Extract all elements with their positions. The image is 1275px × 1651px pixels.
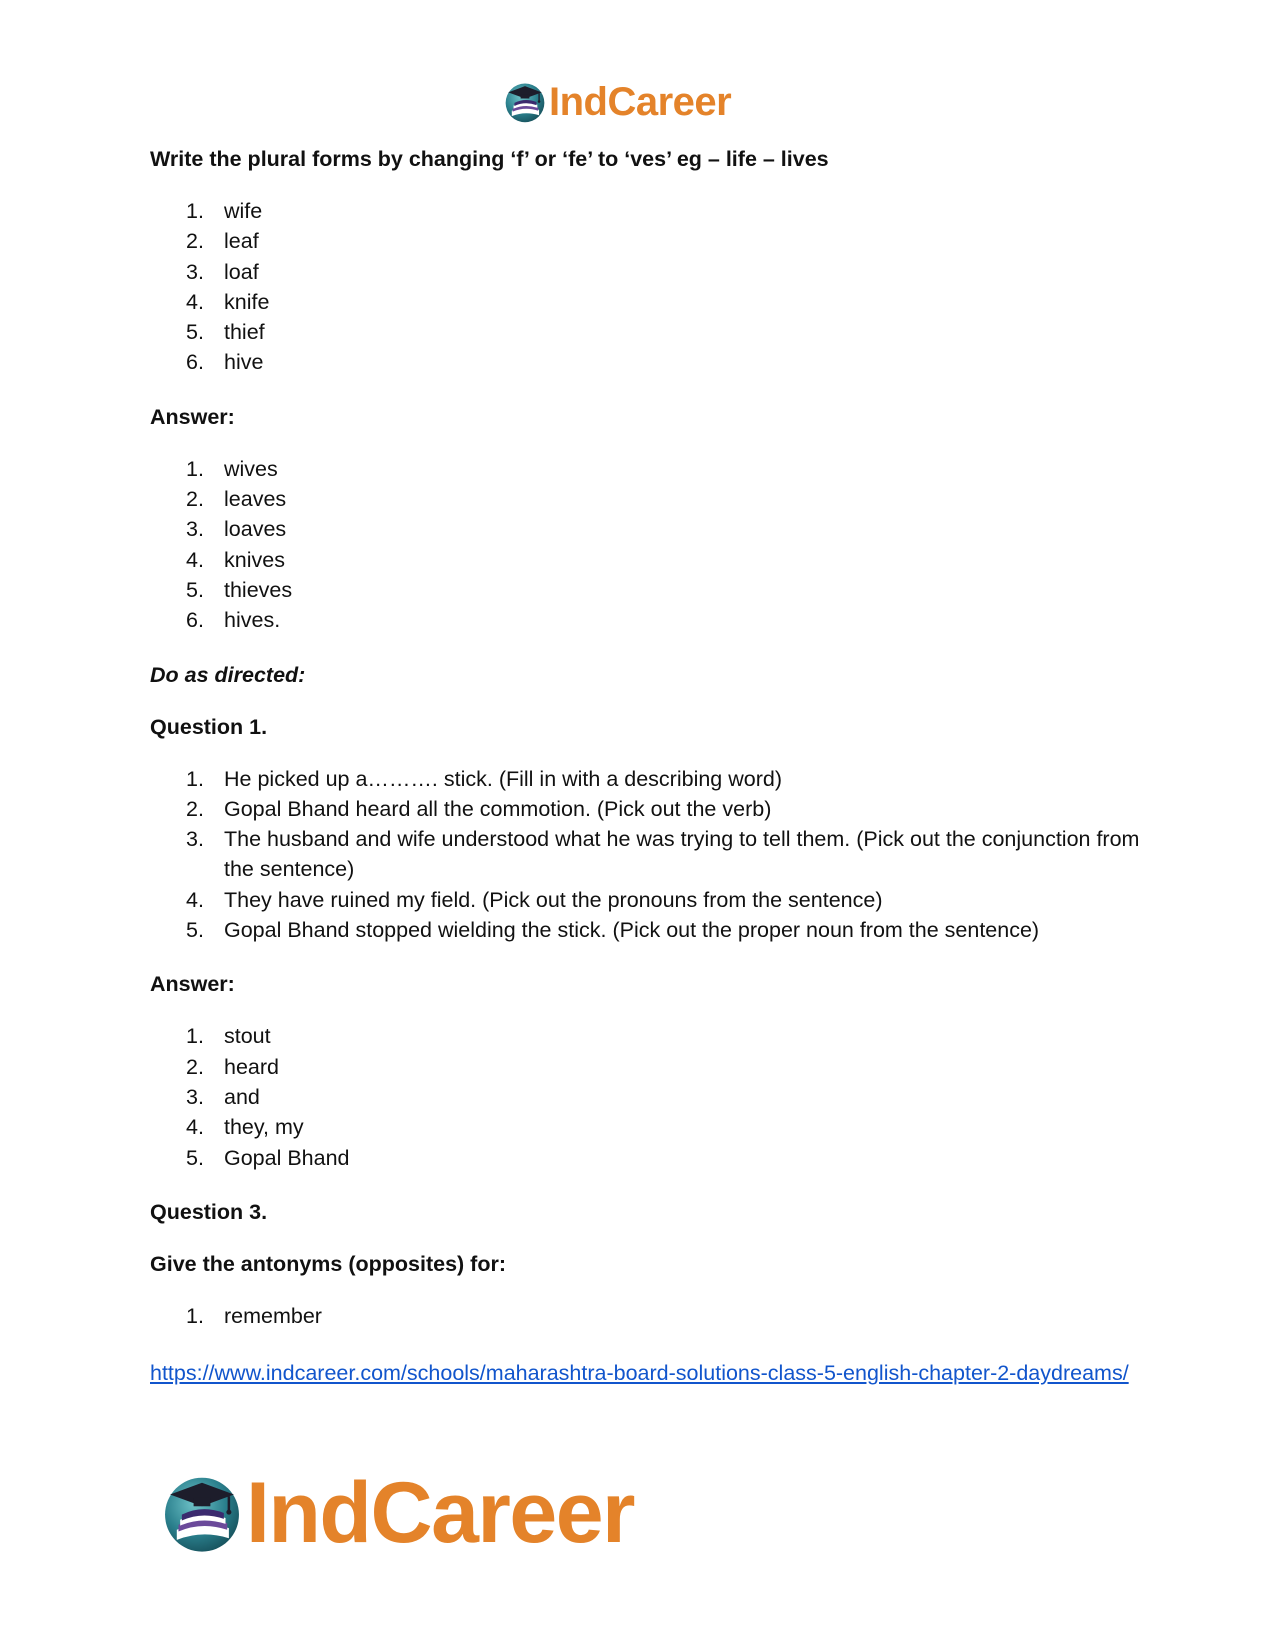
list-number: 4. <box>186 1115 204 1140</box>
list-item <box>150 1021 1150 1051</box>
list-item <box>150 794 1150 824</box>
list-item <box>150 454 1150 484</box>
logo-wordmark: IndCareer <box>549 80 732 124</box>
header-logo <box>503 80 731 124</box>
section-heading: Answer: <box>150 404 235 429</box>
document-body <box>150 144 1150 1391</box>
list-number: 6. <box>186 350 204 375</box>
list-item-text: thief <box>224 320 265 345</box>
list-item <box>150 347 1150 377</box>
list-item <box>150 257 1150 287</box>
list-number: 3. <box>186 1084 204 1109</box>
list-number: 1. <box>186 1024 204 1049</box>
list-number: 6. <box>186 608 204 633</box>
list-item-text: Gopal Bhand stopped wielding the stick. (Pick out the proper noun from the sentence) <box>224 918 1040 943</box>
list-item-text: remember <box>224 1303 322 1328</box>
list-item-text: leaf <box>224 229 259 254</box>
list-item-text: Gopal Bhand <box>224 1145 350 1170</box>
list-item <box>150 317 1150 347</box>
list-item-text: hives. <box>224 608 281 633</box>
list-item-text: stout <box>224 1024 271 1049</box>
list-item-text: and <box>224 1084 260 1109</box>
list-item <box>150 605 1150 635</box>
list-item-text: The husband and wife understood what he was trying to tell them. (Pick out the conjunction from the sentence) <box>224 827 1140 882</box>
list-item-text: They have ruined my field. (Pick out the pronouns from the sentence) <box>224 887 883 912</box>
section-heading: Answer: <box>150 972 235 997</box>
graduation-cap-globe-icon <box>160 1471 244 1555</box>
list-number: 4. <box>186 289 204 314</box>
source-link[interactable]: https://www.indcareer.com/schools/maharashtra-board-solutions-class-5-english-chapter-2-daydreams/ <box>150 1361 1129 1386</box>
list-item <box>150 196 1150 226</box>
list-item-text: Gopal Bhand heard all the commotion. (Pick out the verb) <box>224 796 772 821</box>
list-number: 1. <box>186 766 204 791</box>
list-item <box>150 885 1150 915</box>
list-number: 5. <box>186 918 204 943</box>
numbered-list <box>150 764 1150 946</box>
list-item-text: leaves <box>224 487 287 512</box>
list-number: 3. <box>186 517 204 542</box>
list-item-text: wife <box>224 199 263 223</box>
list-number: 2. <box>186 796 204 821</box>
logo-wordmark: IndCareer <box>246 1465 634 1561</box>
list-number: 4. <box>186 547 204 572</box>
list-number: 1. <box>186 199 204 223</box>
list-item-text: He picked up a………. stick. (Fill in with a describing word) <box>224 766 782 791</box>
list-item <box>150 1052 1150 1082</box>
list-number: 2. <box>186 1054 204 1079</box>
list-item <box>150 1082 1150 1112</box>
list-number: 5. <box>186 320 204 345</box>
list-item <box>150 484 1150 514</box>
list-item <box>150 764 1150 794</box>
list-number: 1. <box>186 1303 204 1328</box>
list-item <box>150 1143 1150 1173</box>
list-number: 5. <box>186 577 204 602</box>
list-item <box>150 1301 1150 1331</box>
numbered-list <box>150 1301 1150 1331</box>
list-item <box>150 287 1150 317</box>
graduation-cap-globe-icon <box>503 80 547 124</box>
list-item-text: knives <box>224 547 285 572</box>
list-number: 5. <box>186 1145 204 1170</box>
list-number: 2. <box>186 229 204 254</box>
section-heading: Write the plural forms by changing ‘f’ or ‘fe’ to ‘ves’ eg – life – lives <box>150 147 829 171</box>
numbered-list <box>150 196 1150 378</box>
list-item-text: hive <box>224 350 264 375</box>
list-item-text: thieves <box>224 577 293 602</box>
list-item <box>150 226 1150 256</box>
footer-logo <box>160 1465 634 1561</box>
section-heading: Question 3. <box>150 1199 268 1224</box>
list-item <box>150 915 1150 945</box>
list-item-text: loaf <box>224 259 259 284</box>
list-item <box>150 545 1150 575</box>
section-heading: Question 1. <box>150 714 268 739</box>
list-item <box>150 514 1150 544</box>
list-item <box>150 824 1150 885</box>
numbered-list <box>150 454 1150 636</box>
numbered-list <box>150 1021 1150 1172</box>
list-number: 3. <box>186 259 204 284</box>
list-number: 3. <box>186 827 204 852</box>
list-item-text: they, my <box>224 1115 304 1140</box>
list-number: 4. <box>186 887 204 912</box>
list-item-text: wives <box>224 456 278 481</box>
list-item-text: heard <box>224 1054 279 1079</box>
list-item-text: loaves <box>224 517 287 542</box>
list-item <box>150 1112 1150 1142</box>
list-number: 1. <box>186 456 204 481</box>
list-number: 2. <box>186 487 204 512</box>
section-heading: Give the antonyms (opposites) for: <box>150 1251 506 1276</box>
section-heading: Do as directed: <box>150 662 306 687</box>
list-item <box>150 575 1150 605</box>
list-item-text: knife <box>224 289 270 314</box>
